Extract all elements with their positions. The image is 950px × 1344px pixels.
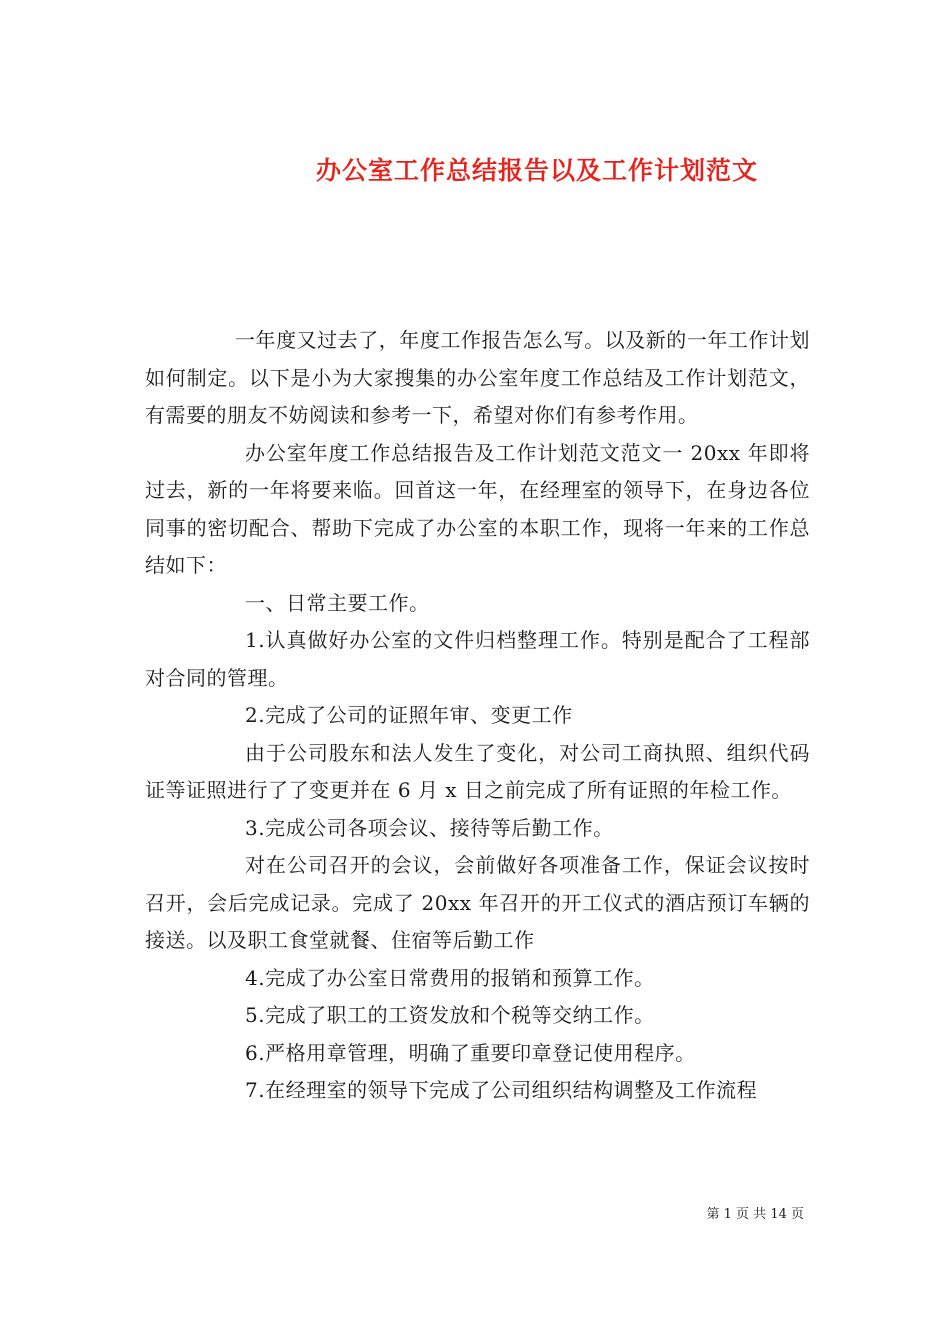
paragraph-license-changes: 由于公司股东和法人发生了变化，对公司工商执照、组织代码证等证照进行了了变更并在 6 月 x 日之前完成了所有证照的年检工作。: [145, 740, 810, 802]
paragraph-intro: 一年度又过去了，年度工作报告怎么写。以及新的一年工作计划如何制定。以下是小为大家搜集的办公室年度工作总结及工作计划范文，有需要的朋友不妨阅读和参考一下，希望对你们有参考作用。: [145, 328, 810, 427]
list-item-2: 2.完成了公司的证照年审、变更工作: [245, 703, 573, 727]
page-number: 第 1 页 共 14 页: [706, 1207, 804, 1222]
list-item-4: 4.完成了办公室日常费用的报销和预算工作。: [245, 965, 655, 990]
list-item-1: 1.认真做好办公室的文件归档整理工作。特别是配合了工程部对合同的管理。: [145, 628, 810, 690]
list-item-5: 5.完成了职工的工资发放和个税等交纳工作。: [245, 1003, 655, 1027]
document-body: [145, 322, 810, 1110]
list-item-3: 3.完成公司各项会议、接待等后勤工作。: [245, 815, 614, 840]
paragraph-meetings: 对在公司召开的会议，会前做好各项准备工作，保证会议按时召开，会后完成记录。完成了 20xx 年召开的开工仪式的酒店预订车辆的接送。以及职工食堂就餐、住宿等后勤工作: [145, 853, 810, 952]
section-heading-daily-work: 一、日常主要工作。: [245, 590, 430, 615]
paragraph-summary-opening: 办公室年度工作总结报告及工作计划范文范文一 20xx 年即将过去，新的一年将要来临。回首这一年，在经理室的领导下，在身边各位同事的密切配合、帮助下完成了办公室的本职工作，现将一年来的工作总结如下：: [145, 440, 810, 577]
list-item-6: 6.严格用章管理，明确了重要印章登记使用程序。: [245, 1040, 696, 1065]
list-item-7: 7.在经理室的领导下完成了公司组织结构调整及工作流程: [245, 1078, 758, 1102]
page-title: 办公室工作总结报告以及工作计划范文: [315, 155, 758, 185]
